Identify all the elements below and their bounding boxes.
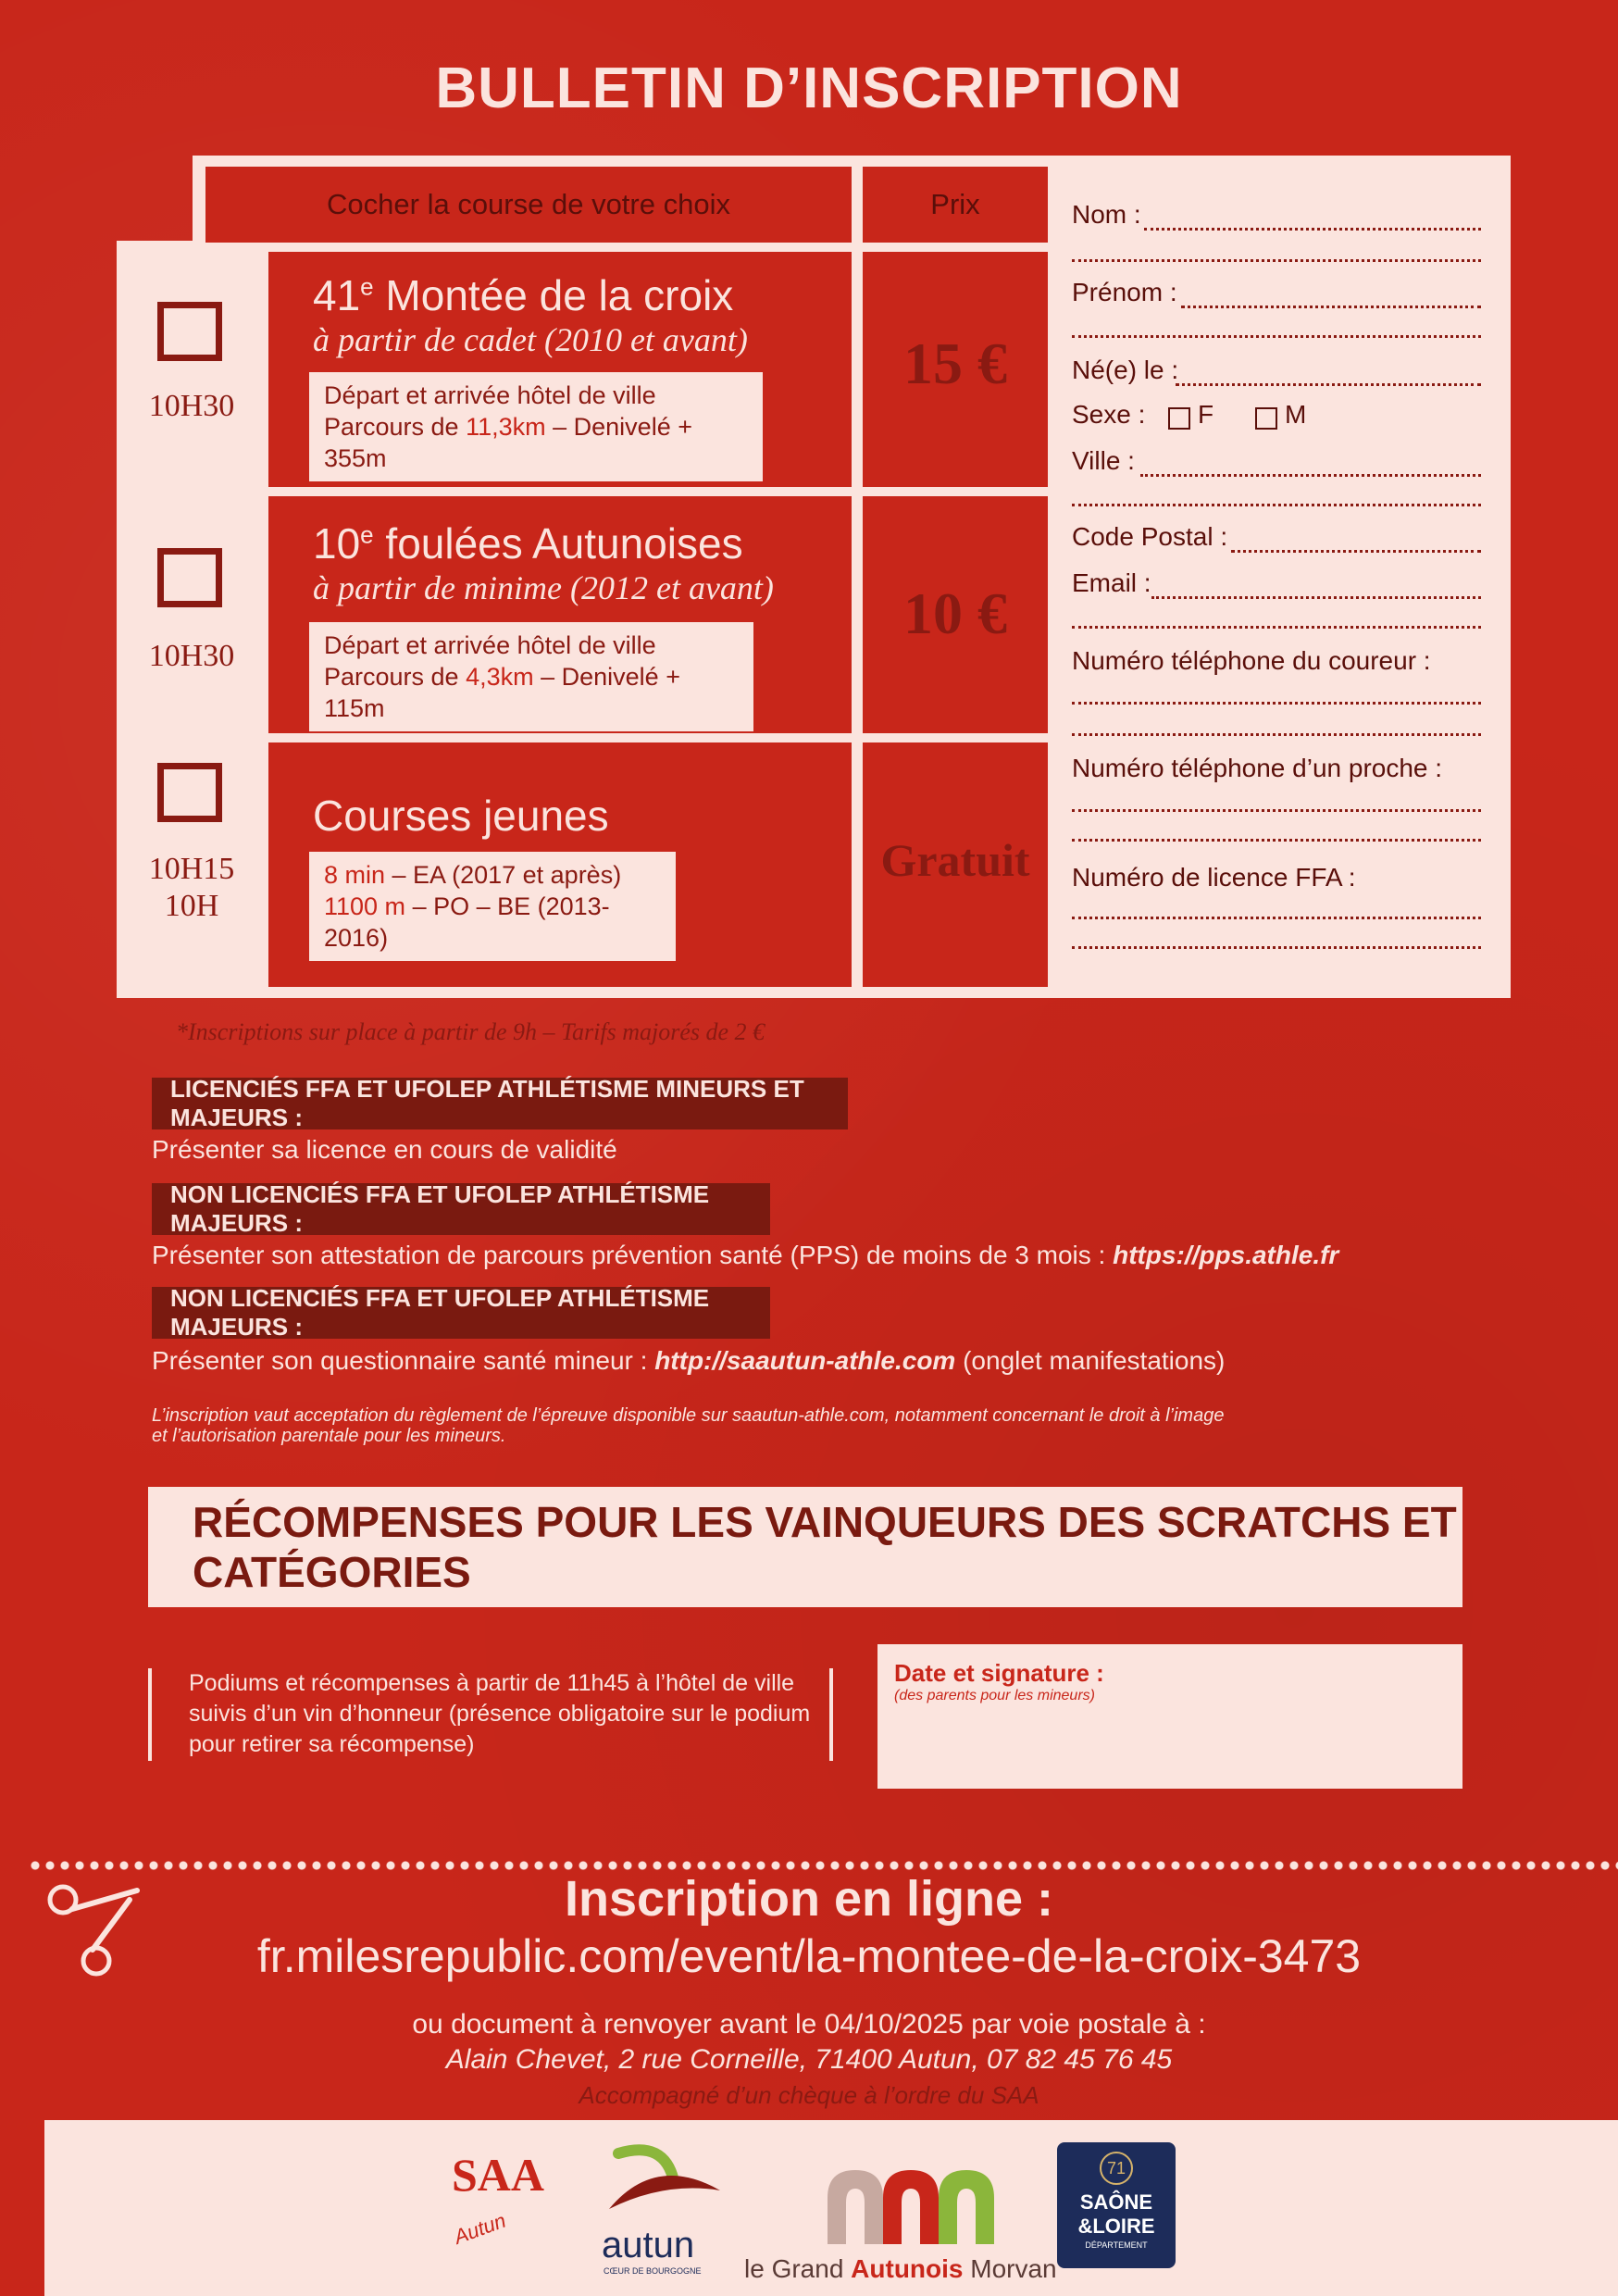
course-subtitle-2: à partir de minime (2012 et avant)	[313, 569, 774, 606]
legal-text-1: L’inscription vaut acceptation du règlement de l’épreuve disponible sur saautun-athle.com, notamment concernant le droit à l’image	[152, 1405, 1225, 1426]
grand-autunois-logo: le Grand Autunois Morvan	[744, 2161, 1077, 2290]
label-sexe-m: M	[1285, 400, 1307, 429]
onsite-note: *Inscriptions sur place à partir de 9h – Tarifs majorés de 2 €	[176, 1018, 765, 1045]
input-prenom[interactable]	[1181, 306, 1481, 308]
course-info-3: 8 min – EA (2017 et après) 1100 m – PO – BE (2013-2016)	[309, 852, 676, 961]
input-tel-coureur[interactable]	[1072, 702, 1481, 705]
input-tel-coureur-2[interactable]	[1072, 733, 1481, 736]
requirement-text-1: Présenter sa licence en cours de validité	[152, 1135, 617, 1164]
autun-swoosh-icon	[600, 2144, 729, 2227]
input-email[interactable]	[1151, 596, 1481, 599]
cut-line	[28, 1861, 1618, 1870]
input-licence[interactable]	[1072, 917, 1481, 919]
course-time-3b: 10H	[164, 889, 219, 923]
legal-text-2: et l’autorisation parentale pour les mineurs.	[152, 1426, 506, 1446]
input-ne-le[interactable]	[1176, 383, 1481, 386]
course-time-1: 10H30	[148, 389, 235, 423]
label-licence: Numéro de licence FFA :	[1072, 863, 1356, 892]
signature-label: Date et signature :	[894, 1659, 1104, 1687]
grand-autunois-mm-icon	[818, 2161, 1003, 2244]
header-price: Prix	[863, 167, 1048, 243]
rewards-title: RÉCOMPENSES POUR LES VAINQUEURS DES SCRATCHS ET CATÉGORIES	[193, 1498, 1457, 1596]
input-tel-proche-2[interactable]	[1072, 839, 1481, 842]
input-nom-2[interactable]	[1072, 259, 1481, 262]
input-code-postal[interactable]	[1231, 550, 1481, 553]
rewards-banner	[148, 1487, 1462, 1607]
signature-sub: (des parents pour les mineurs)	[894, 1688, 1095, 1703]
label-tel-proche: Numéro téléphone d’un proche :	[1072, 754, 1443, 782]
page-title: BULLETIN D’INSCRIPTION	[435, 56, 1183, 120]
price-1: 15 €	[903, 331, 1007, 396]
online-title: Inscription en ligne :	[564, 1871, 1054, 1927]
requirement-band-2: NON LICENCIÉS FFA ET UFOLEP ATHLÉTISME MAJEURS :	[152, 1183, 770, 1235]
header-course: Cocher la course de votre choix	[205, 167, 852, 243]
input-ville[interactable]	[1140, 474, 1481, 477]
input-nom[interactable]	[1144, 228, 1481, 231]
requirement-band-3: NON LICENCIÉS FFA ET UFOLEP ATHLÉTISME MAJEURS :	[152, 1287, 770, 1339]
course-time-3a: 10H15	[148, 852, 235, 886]
checkbox-sexe-f[interactable]	[1168, 407, 1190, 430]
label-code-postal: Code Postal :	[1072, 522, 1228, 551]
postal-info: ou document à renvoyer avant le 04/10/2025 par voie postale à : Alain Chevet, 2 rue Corneille, 71400 Autun, 07 82 45 76 45	[412, 2009, 1206, 2075]
course-title-2: 10e foulées Autunoises	[313, 519, 743, 568]
course-title-1: 41e Montée de la croix	[313, 271, 734, 319]
input-licence-2[interactable]	[1072, 946, 1481, 949]
input-tel-proche[interactable]	[1072, 809, 1481, 812]
saa-logo: SAA Autun	[451, 2149, 545, 2249]
checkbox-course-3[interactable]	[157, 763, 222, 822]
course-time-2: 10H30	[148, 639, 235, 673]
requirement-text-3: Présenter son questionnaire santé mineur : http://saautun-athle.com (onglet manifestations)	[152, 1346, 1226, 1375]
autun-logo: autun CŒUR DE BOURGOGNE	[600, 2144, 757, 2283]
cheque-note: Accompagné d’un chèque à l’ordre du SAA	[579, 2081, 1039, 2109]
label-ville: Ville :	[1072, 446, 1135, 475]
price-3: Gratuit	[880, 834, 1030, 886]
course-subtitle-1: à partir de cadet (2010 et avant)	[313, 321, 748, 358]
podium-info: Podiums et récompenses à partir de 11h45 à l’hôtel de ville suivis d’un vin d’honneur (présence obligatoire sur le podium pour retirer sa récompense)	[148, 1668, 833, 1761]
input-email-2[interactable]	[1072, 626, 1481, 629]
label-tel-coureur: Numéro téléphone du coureur :	[1072, 646, 1431, 675]
label-ne-le: Né(e) le :	[1072, 356, 1179, 384]
checkbox-course-2[interactable]	[157, 548, 222, 607]
course-info-2: Départ et arrivée hôtel de ville Parcours de 4,3km – Denivelé + 115m	[309, 622, 753, 731]
price-2: 10 €	[903, 580, 1007, 646]
signature-box[interactable]	[877, 1644, 1462, 1789]
label-sexe-f: F	[1198, 400, 1214, 429]
requirement-band-1: LICENCIÉS FFA ET UFOLEP ATHLÉTISME MINEURS ET MAJEURS :	[152, 1078, 848, 1129]
checkbox-course-1[interactable]	[157, 302, 222, 361]
checkbox-sexe-m[interactable]	[1255, 407, 1277, 430]
input-ville-2[interactable]	[1072, 504, 1481, 506]
label-email: Email :	[1072, 568, 1151, 597]
online-url-link[interactable]: fr.milesrepublic.com/event/la-montee-de-la-croix-3473	[256, 1930, 1362, 1982]
requirement-text-2: Présenter son attestation de parcours prévention santé (PPS) de moins de 3 mois : https://pps.athle.fr	[152, 1241, 1339, 1269]
saautun-link[interactable]: http://saautun-athle.com	[654, 1346, 956, 1375]
pps-link[interactable]: https://pps.athle.fr	[1113, 1241, 1339, 1269]
input-prenom-2[interactable]	[1072, 335, 1481, 338]
course-title-3: Courses jeunes	[313, 792, 609, 840]
course-info-1: Départ et arrivée hôtel de ville Parcours de 11,3km – Denivelé + 355m	[309, 372, 763, 481]
label-sexe: Sexe :	[1072, 400, 1146, 429]
label-nom: Nom :	[1072, 200, 1141, 229]
footer-logos	[44, 2120, 1618, 2296]
label-prenom: Prénom :	[1072, 278, 1177, 306]
saone-loire-logo: 71 SAÔNE &LOIRE DÉPARTEMENT	[1057, 2142, 1176, 2268]
